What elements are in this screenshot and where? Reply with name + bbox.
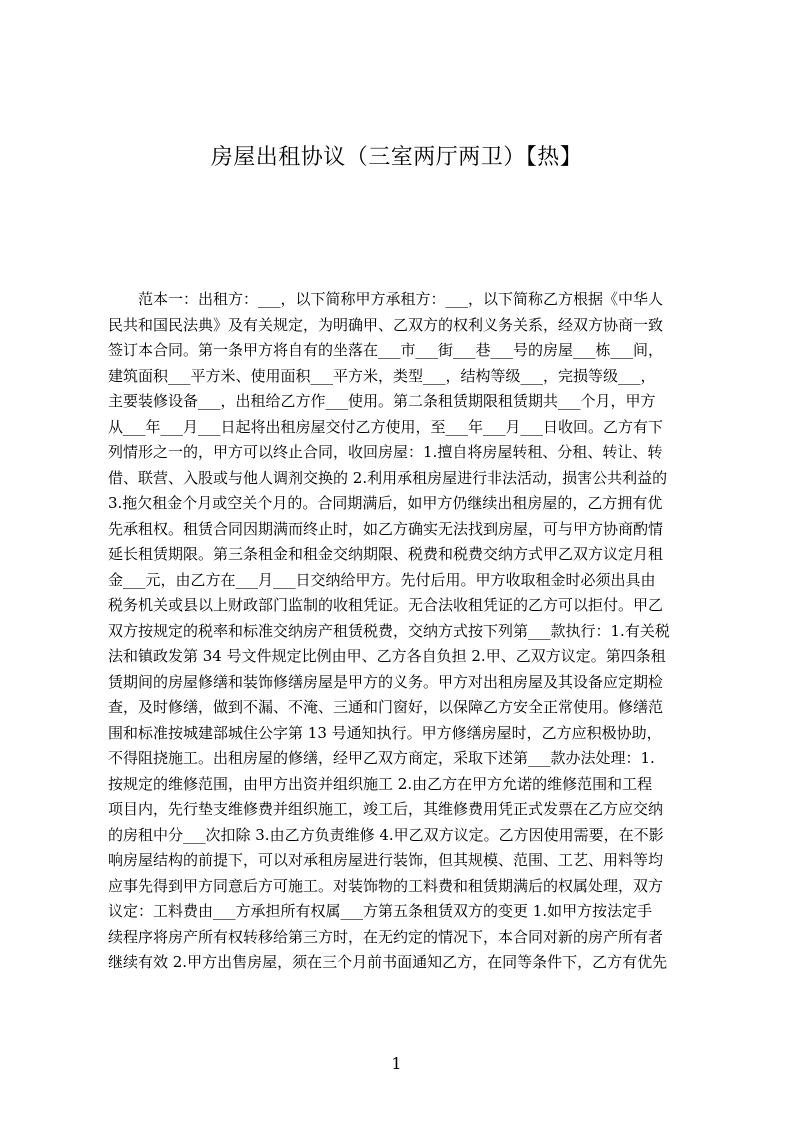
body-line: 从___年___月___日起将出租房屋交付乙方使用，至___年___月___日收回。乙方有下 (108, 417, 664, 436)
body-line: 民共和国民法典》及有关规定，为明确甲、乙双方的权利义务关系，经双方协商一致 (108, 315, 664, 334)
body-line: 双方按规定的税率和标准交纳房产租赁税费，交纳方式按下列第___款执行：1.有关税 (108, 621, 670, 640)
body-line: 查，及时修缮，做到不漏、不淹、三通和门窗好，以保障乙方安全正常使用。修缮范 (108, 698, 664, 716)
body-line: 按规定的维修范围，由甲方出资并组织施工 2.由乙方在甲方允诺的维修范围和工程 (108, 774, 653, 793)
body-line: 应事先得到甲方同意后方可施工。对装饰物的工料费和租赁期满后的权属处理，双方 (108, 876, 664, 895)
document-body (108, 287, 698, 976)
body-line: 先承租权。租赁合同因期满而终止时，如乙方确实无法找到房屋，可与甲方协商酌情 (108, 519, 664, 538)
body-line: 范本一：出租方：___，以下简称甲方承租方：___，以下简称乙方根据《中华人 (138, 290, 664, 308)
body-line: 建筑面积___平方米、使用面积___平方米，类型___，结构等级___，完损等级___， (108, 366, 656, 385)
body-line: 法和镇政发第 34 号文件规定比例由甲、乙方各自负担 2.甲、乙双方议定。第四条租 (108, 647, 666, 665)
body-line: 金___元，由乙方在___月___日交纳给甲方。先付后用。甲方收取租金时必须出具由 (108, 570, 656, 589)
body-line: 借、联营、入股或与他人调剂交换的 2.利用承租房屋进行非法活动，损害公共利益的 (108, 468, 668, 487)
document-title: 房屋出租协议（三室两厅两卫）【热】 (210, 145, 583, 170)
body-line: 继续有效 2.甲方出售房屋，须在三个月前书面通知乙方，在同等条件下，乙方有优先 (108, 953, 668, 971)
body-line: 主要装修设备___，出租给乙方作___使用。第二条租赁期限租赁期共___个月，甲方 (108, 392, 656, 410)
body-line: 延长租赁期限。第三条租金和租金交纳期限、税费和税费交纳方式甲乙双方议定月租 (108, 545, 664, 563)
body-line: 项目内，先行垫支维修费并组织施工，竣工后，其维修费用凭正式发票在乙方应交纳 (108, 800, 664, 818)
body-line: 赁期间的房屋修缮和装饰修缮房屋是甲方的义务。甲方对出租房屋及其设备应定期检 (108, 672, 664, 691)
body-line: 签订本合同。第一条甲方将自有的坐落在___市___街___巷___号的房屋___栋___间， (108, 341, 664, 359)
body-line: 列情形之一的，甲方可以终止合同，收回房屋：1.擅自将房屋转租、分租、转让、转 (108, 443, 663, 461)
page-number: 1 (391, 1054, 402, 1073)
body-line: 3.拖欠租金个月或空关个月的。合同期满后，如甲方仍继续出租房屋的，乙方拥有优 (108, 494, 663, 512)
body-line: 税务机关或县以上财政部门监制的收租凭证。无合法收租凭证的乙方可以拒付。甲乙 (108, 596, 664, 614)
body-line: 不得阻挠施工。出租房屋的修缮，经甲乙双方商定，采取下述第___款办法处理：1. (108, 749, 655, 767)
body-line: 围和标准按城建部城住公字第 13 号通知执行。甲方修缮房屋时，乙方应积极协助， (108, 723, 662, 742)
body-line: 续程序将房产所有权转移给第三方时，在无约定的情况下，本合同对新的房产所有者 (108, 927, 664, 946)
body-line: 议定：工料费由___方承担所有权属___方第五条租赁双方的变更 1.如甲方按法定手 (108, 902, 653, 920)
body-line: 的房租中分___次扣除 3.由乙方负责维修 4.甲乙双方议定。乙方因使用需要，在不影 (108, 825, 664, 844)
body-line: 响房屋结构的前提下，可以对承租房屋进行装饰，但其规模、范围、工艺、用料等均 (108, 851, 664, 869)
